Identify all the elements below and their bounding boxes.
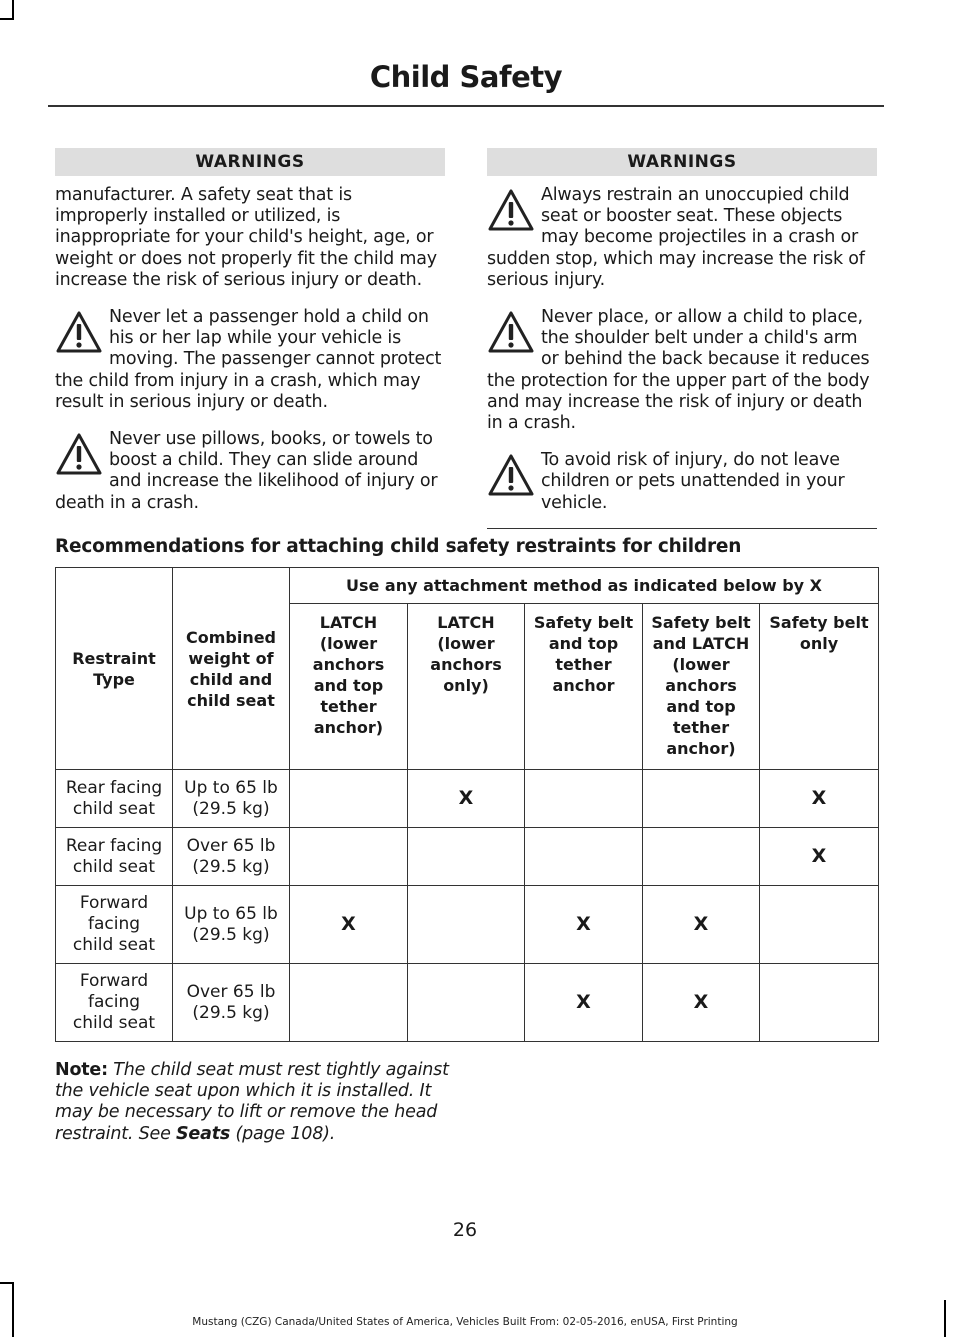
cell-mark: X	[760, 770, 879, 828]
warning-item-text: To avoid risk of injury, do not leave children or pets unattended in your vehicle.	[541, 450, 845, 513]
cell-mark	[408, 828, 525, 886]
cell-restraint-type: Rear facing child seat	[56, 828, 173, 886]
cell-mark: X	[408, 770, 525, 828]
header-method: LATCH (lower anchors and top tether anchor)	[290, 604, 408, 770]
table-header-row	[56, 568, 879, 604]
warning-item	[487, 307, 877, 434]
warning-item	[55, 307, 445, 413]
warning-item-text: Never place, or allow a child to place, the shoulder belt under a child's arm or behind the back because it reduces the protection for the upper part of the body and may increase the risk of injury or death in a crash.	[487, 307, 870, 434]
cell-mark: X	[525, 886, 643, 964]
cell-mark	[760, 886, 879, 964]
warning-item	[55, 429, 445, 514]
crop-mark	[12, 1282, 14, 1337]
header-attachment-method: Use any attachment method as indicated below by X	[290, 568, 879, 604]
section-title: Recommendations for attaching child safety restraints for children	[55, 536, 742, 557]
cell-restraint-type: Rear facing child seat	[56, 770, 173, 828]
header-method: Safety belt and top tether anchor	[525, 604, 643, 770]
warning-item	[487, 450, 877, 514]
cell-mark: X	[525, 964, 643, 1042]
cell-mark: X	[290, 886, 408, 964]
cell-mark	[408, 964, 525, 1042]
warning-item-text: Never use pillows, books, or towels to boost a child. They can slide around and increase the likelihood of injury or death in a crash.	[55, 429, 438, 513]
warnings-bottom-divider	[487, 528, 877, 530]
warning-triangle-icon	[55, 431, 103, 481]
warnings-heading: WARNINGS	[55, 148, 445, 176]
warning-triangle-icon	[487, 309, 535, 359]
header-method: LATCH (lower anchors only)	[408, 604, 525, 770]
cell-weight: Over 65 lb (29.5 kg)	[173, 964, 290, 1042]
cell-weight: Up to 65 lb (29.5 kg)	[173, 770, 290, 828]
table-row	[56, 964, 879, 1042]
cell-mark	[525, 828, 643, 886]
cell-mark	[290, 964, 408, 1042]
page-number: 26	[452, 1219, 478, 1241]
cell-mark: X	[760, 828, 879, 886]
warning-triangle-icon	[55, 309, 103, 359]
header-method: Safety belt and LATCH (lower anchors and top tether anchor)	[643, 604, 760, 770]
cell-mark	[643, 828, 760, 886]
crop-mark	[0, 1282, 14, 1284]
warning-intro-text: manufacturer. A safety seat that is improperly installed or utilized, is inappropriate for your child's height, age, or weight or does not properly fit the child may increase the risk of serious injury or death.	[55, 185, 437, 290]
warning-item-text: Never let a passenger hold a child on his or her lap while your vehicle is moving. The passenger cannot protect the child from injury in a crash, which may result in serious injury or death.	[55, 307, 442, 412]
warning-item	[487, 185, 877, 291]
cell-restraint-type: Forward facing child seat	[56, 886, 173, 964]
page-title: Child Safety	[369, 60, 562, 94]
cell-mark	[408, 886, 525, 964]
crop-mark	[0, 18, 14, 20]
header-divider	[48, 105, 884, 107]
cell-mark	[290, 770, 408, 828]
footer-text: Mustang (CZG) Canada/United States of America, Vehicles Built From: 02-05-2016, enUSA, First Printing	[192, 1316, 738, 1328]
table-row	[56, 886, 879, 964]
cell-restraint-type: Forward facing child seat	[56, 964, 173, 1042]
cell-mark	[290, 828, 408, 886]
warning-item-text: Always restrain an unoccupied child seat or booster seat. These objects may become projectiles in a crash or sudden stop, which may increase the risk of serious injury.	[487, 185, 865, 290]
cell-mark	[525, 770, 643, 828]
crop-mark	[12, 0, 14, 20]
note	[55, 1060, 450, 1145]
cell-weight: Over 65 lb (29.5 kg)	[173, 828, 290, 886]
cell-weight: Up to 65 lb (29.5 kg)	[173, 886, 290, 964]
table-row	[56, 770, 879, 828]
warnings-heading: WARNINGS	[487, 148, 877, 176]
warning-triangle-icon	[487, 452, 535, 502]
header-restraint-type: Restraint Type	[56, 568, 173, 770]
right-column	[487, 148, 877, 529]
note-label: Note:	[55, 1060, 108, 1080]
header-method: Safety belt only	[760, 604, 879, 770]
cell-mark	[643, 770, 760, 828]
header-combined-weight: Combined weight of child and child seat	[173, 568, 290, 770]
seats-reference-link[interactable]: Seats	[176, 1123, 231, 1144]
crop-mark	[944, 1300, 946, 1337]
note-text: The child seat must rest tightly against the vehicle seat upon which it is installed. It may be necessary to lift or remove the head restraint. See	[55, 1060, 449, 1144]
warning-triangle-icon	[487, 187, 535, 237]
left-column	[55, 148, 445, 514]
note-ref-suffix: (page 108).	[230, 1123, 336, 1144]
cell-mark	[760, 964, 879, 1042]
cell-mark: X	[643, 964, 760, 1042]
table-row	[56, 828, 879, 886]
cell-mark: X	[643, 886, 760, 964]
attachment-recommendations-table	[55, 567, 879, 1042]
